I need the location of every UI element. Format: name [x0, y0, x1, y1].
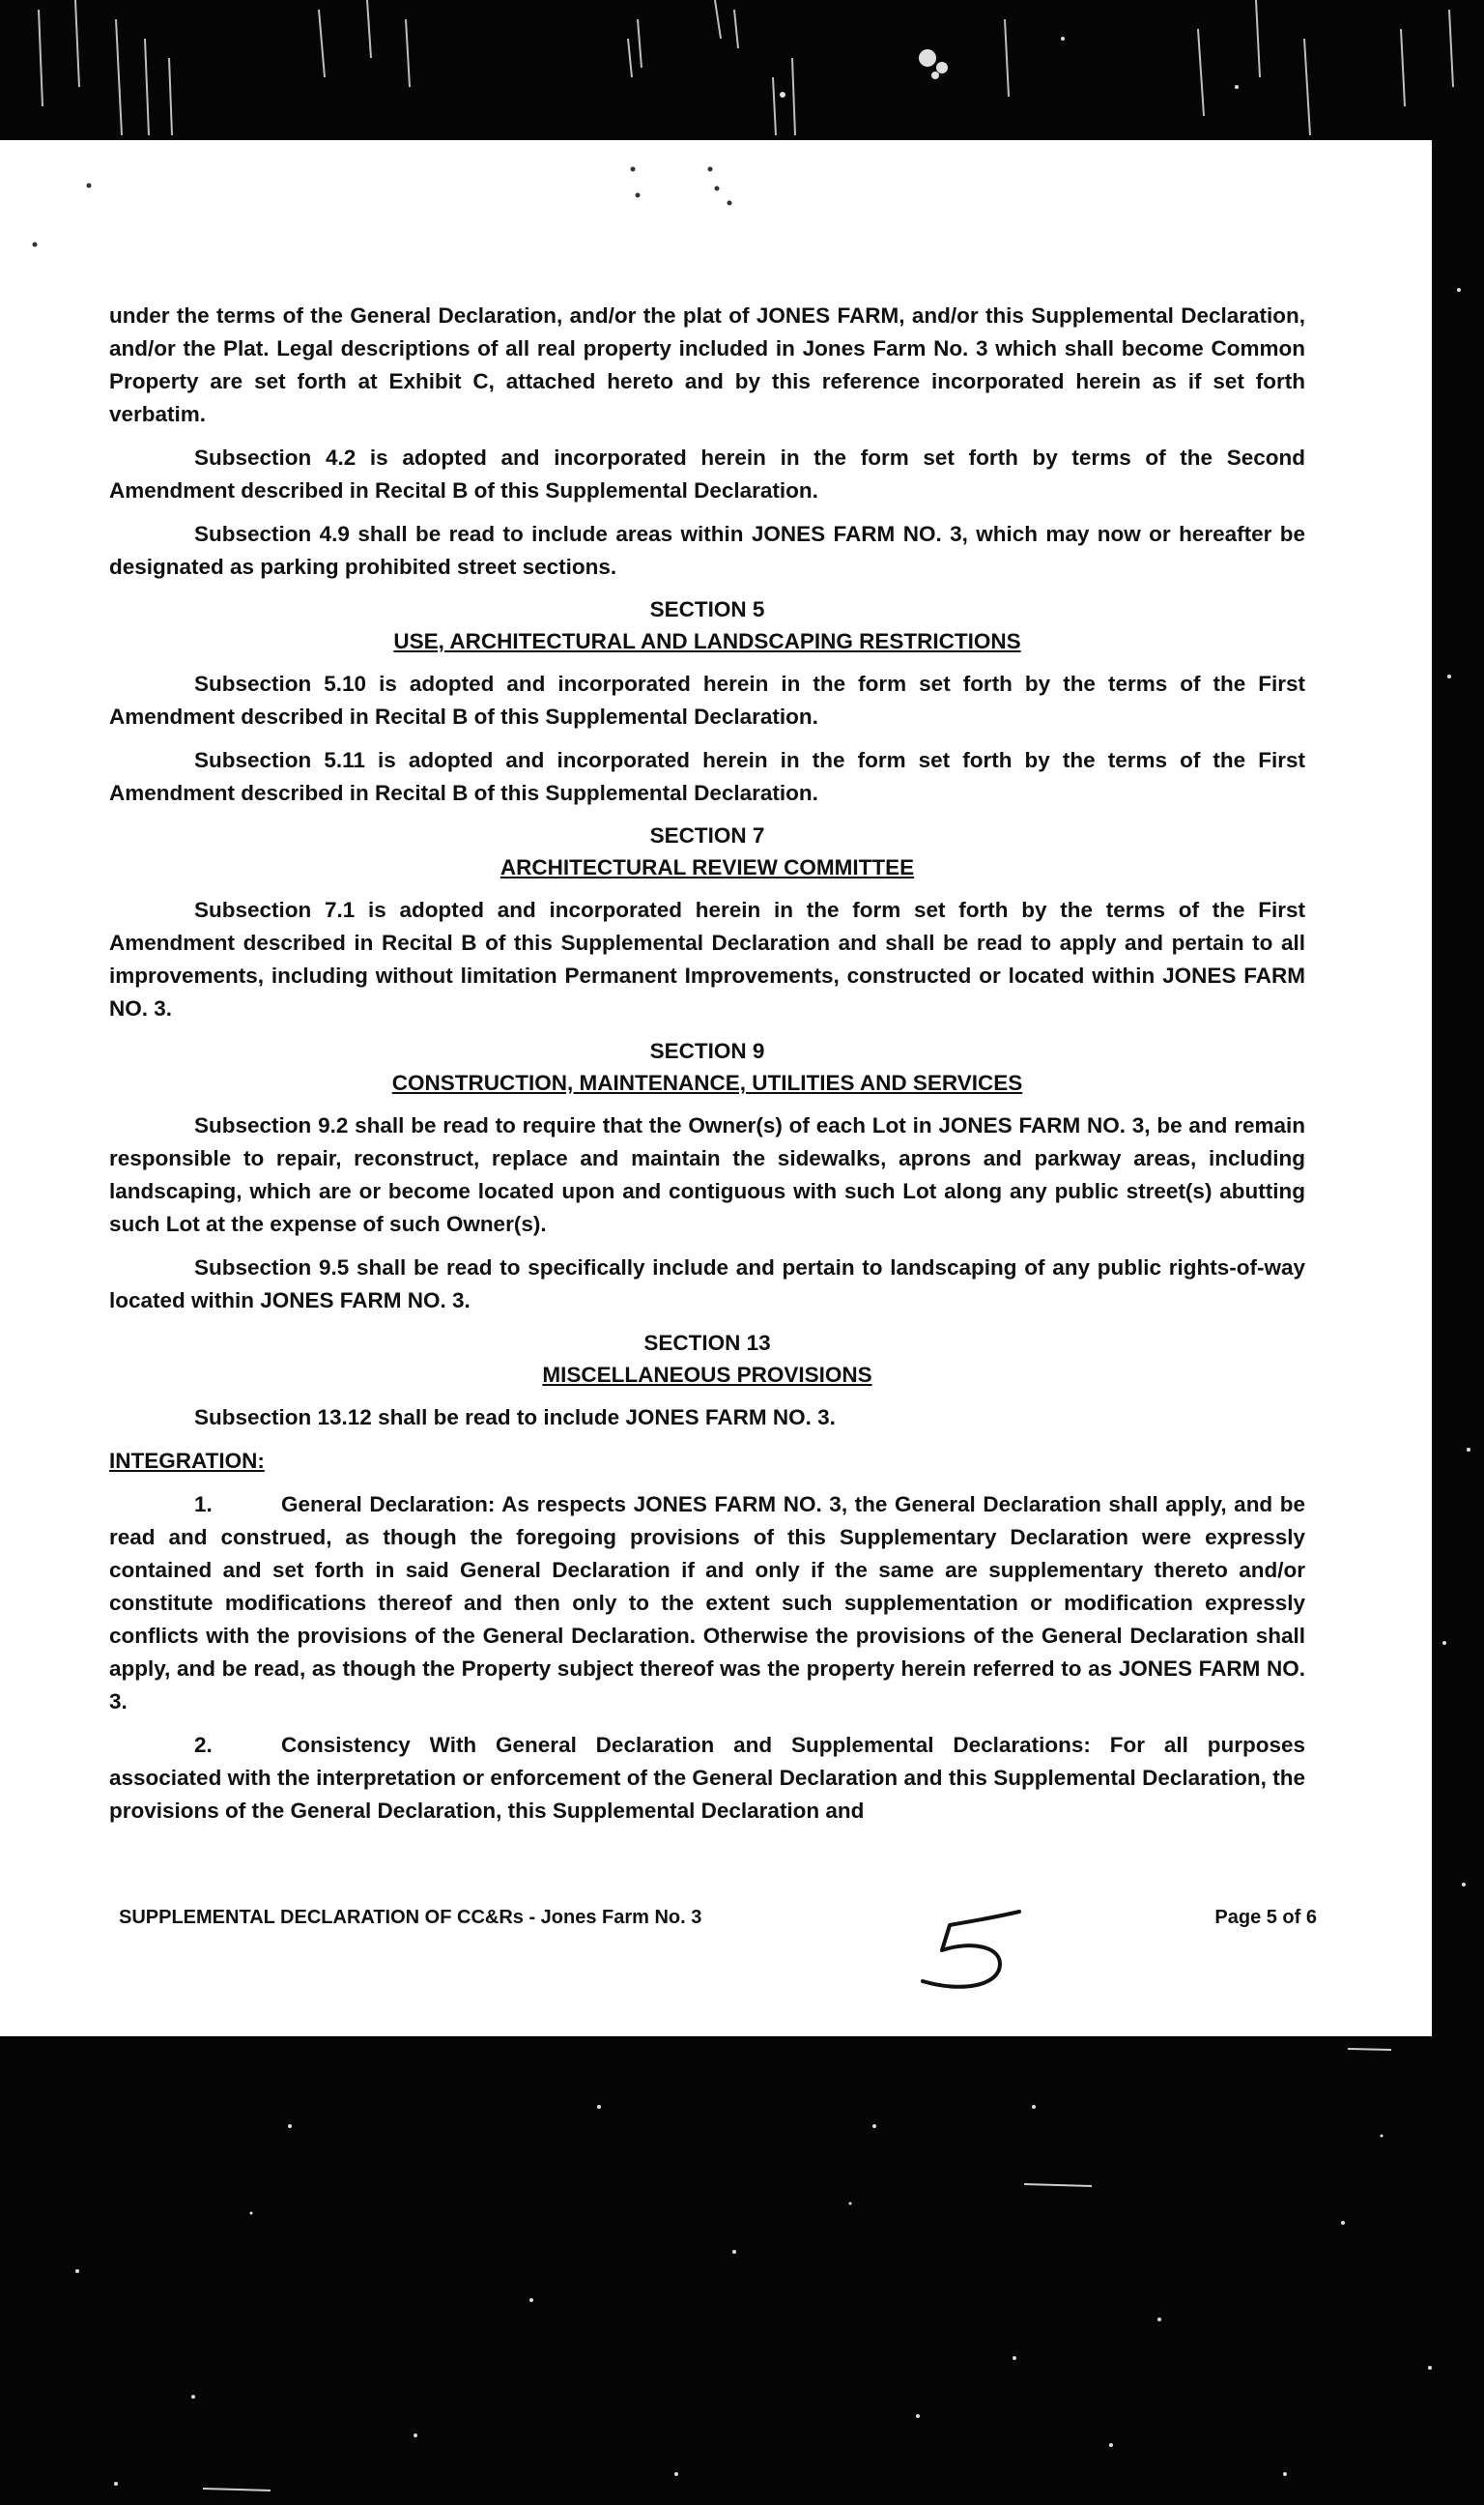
section-5-number: SECTION 5 — [649, 597, 765, 621]
section-5-title: USE, ARCHITECTURAL AND LANDSCAPING RESTRICTIONS — [393, 629, 1021, 653]
section-7-number: SECTION 7 — [649, 823, 765, 848]
subsection-4-9-label: Subsection 4.9 — [194, 522, 350, 546]
item-1-title: General Declaration: — [281, 1492, 496, 1516]
subsection-5-11-text: is adopted and incorporated herein in the form set forth by the terms of the First Amendment described in Recital B of this Supplemental Declaration. — [109, 748, 1305, 805]
subsection-5-10-text: is adopted and incorporated herein in the form set forth by the terms of the First Amendment described in Recital B of this Supplemental Declaration. — [109, 672, 1305, 729]
integration-item-1 — [109, 1488, 1305, 1718]
section-9-title: CONSTRUCTION, MAINTENANCE, UTILITIES AND SERVICES — [391, 1071, 1023, 1095]
item-2-text: For all purposes associated with the interpretation or enforcement of the General Declaration and this Supplemental Declaration, the provisions of the General Declaration, this Supplemental Declaration and — [109, 1733, 1305, 1823]
document-body — [109, 300, 1305, 1838]
section-5-heading — [109, 594, 1305, 658]
section-9-heading — [109, 1036, 1305, 1100]
section-9-number: SECTION 9 — [649, 1039, 765, 1063]
subsection-9-2 — [109, 1109, 1305, 1241]
subsection-5-10 — [109, 668, 1305, 734]
subsection-13-12-text: shall be read to include JONES FARM NO. 3. — [371, 1405, 836, 1429]
subsection-4-2-text: is adopted and incorporated herein in the form set forth by terms of the Second Amendment described in Recital B of this Supplemental Declaration. — [109, 446, 1306, 503]
subsection-13-12 — [109, 1401, 1305, 1434]
footer-page-number: Page 5 of 6 — [1214, 1907, 1317, 1928]
subsection-7-1-label: Subsection 7.1 — [194, 898, 356, 922]
section-13-heading — [109, 1328, 1305, 1392]
section-13-number: SECTION 13 — [643, 1331, 771, 1355]
subsection-9-2-text: shall be read to require that the Owner(s) of each Lot in JONES FARM NO. 3, be and remain responsible to repair, reconstruct, replace and maintain the sidewalks, aprons and parkway areas, including landscaping, which are or become located upon and contiguous with such Lot along any public street(s) abutting such Lot at the expense of such Owner(s). — [109, 1113, 1306, 1236]
section-7-title: ARCHITECTURAL REVIEW COMMITTEE — [499, 855, 915, 879]
footer-document-title: SUPPLEMENTAL DECLARATION OF CC&Rs - Jones Farm No. 3 — [119, 1907, 702, 1928]
section-7-heading — [109, 821, 1305, 884]
section-13-title: MISCELLANEOUS PROVISIONS — [542, 1363, 872, 1387]
subsection-4-9 — [109, 518, 1305, 584]
item-1-number: 1. — [194, 1492, 213, 1516]
subsection-9-5-label: Subsection 9.5 — [194, 1255, 350, 1280]
subsection-9-5 — [109, 1252, 1305, 1317]
subsection-13-12-label: Subsection 13.12 — [194, 1405, 372, 1429]
subsection-5-10-label: Subsection 5.10 — [194, 672, 367, 696]
subsection-4-9-text: shall be read to include areas within JONES FARM NO. 3, which may now or hereafter be designated as parking prohibited street sections. — [109, 522, 1306, 579]
subsection-7-1 — [109, 894, 1305, 1025]
subsection-4-2 — [109, 442, 1305, 507]
document-page — [0, 140, 1432, 2036]
item-2-title: Consistency With General Declaration and Supplemental Declarations: — [281, 1733, 1091, 1757]
handwritten-page-number — [903, 1904, 1039, 2001]
integration-item-2 — [109, 1729, 1305, 1828]
subsection-9-2-label: Subsection 9.2 — [194, 1113, 349, 1137]
intro-paragraph: under the terms of the General Declaration, and/or the plat of JONES FARM, and/or this Supplemental Declaration, and/or the Plat. Legal descriptions of all real property included in Jones Farm No. 3 which shall become Common Property are set forth at Exhibit C, attached hereto and by this reference incorporated herein as if set forth verbatim. — [109, 303, 1305, 426]
item-1-text: As respects JONES FARM NO. 3, the General Declaration shall apply, and be read and construed, as though the foregoing provisions of this Supplementary Declaration were expressly contained and set forth in said General Declaration if and only if the same are supplementary thereto and/or constitute modifications thereof and then only to the extent such supplementation or modification expressly conflicts with the provisions of the General Declaration. Otherwise the provisions of the General Declaration shall apply, and be read, as though the Property subject thereof was the property herein referred to as JONES FARM NO. 3. — [109, 1492, 1306, 1713]
subsection-5-11-label: Subsection 5.11 — [194, 748, 365, 772]
subsection-4-2-label: Subsection 4.2 — [194, 446, 357, 470]
item-2-number: 2. — [194, 1733, 213, 1757]
subsection-5-11 — [109, 744, 1305, 810]
subsection-7-1-text: is adopted and incorporated herein in the form set forth by the terms of the First Amendment described in Recital B of this Supplemental Declaration and shall be read to apply and pertain to all improvements, including without limitation Permanent Improvements, constructed or located within JONES FARM NO. 3. — [109, 898, 1305, 1021]
subsection-9-5-text: shall be read to specifically include and pertain to landscaping of any public rights-of-way located within JONES FARM NO. 3. — [109, 1255, 1305, 1312]
integration-heading: INTEGRATION: — [109, 1449, 265, 1473]
